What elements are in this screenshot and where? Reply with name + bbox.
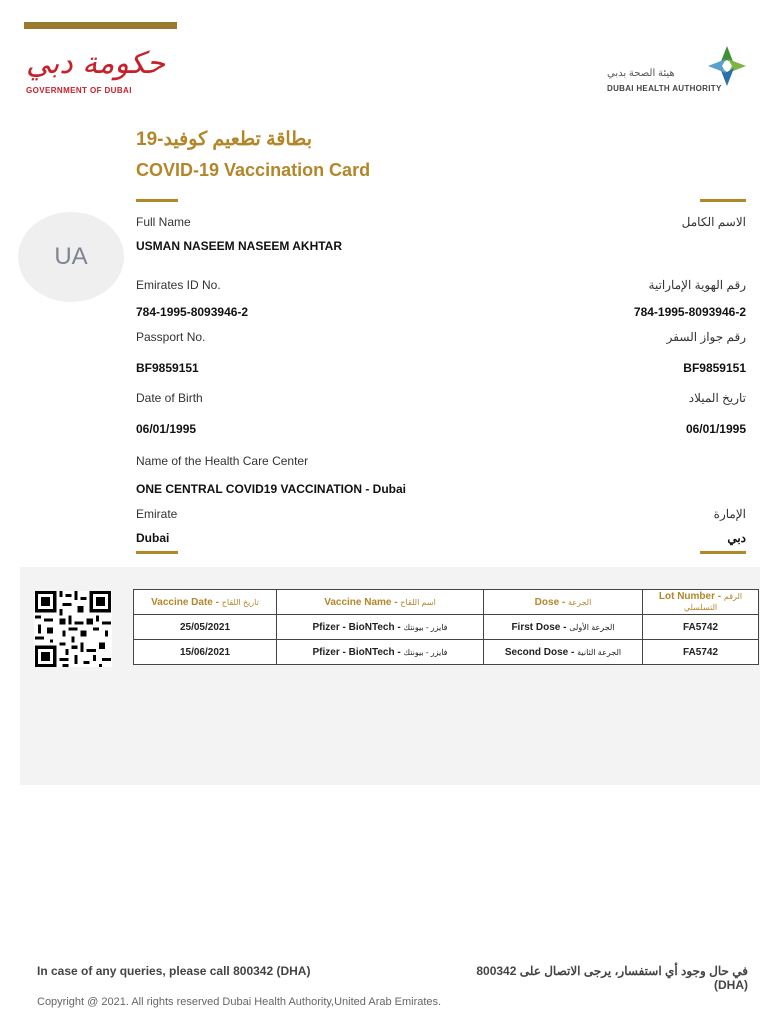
dob-value: 06/01/1995 — [136, 422, 197, 436]
cell-lot: FA5742 — [643, 640, 759, 665]
passport-value-right: BF9859151 — [683, 361, 746, 375]
emirates-id-label-arabic: رقم الهوية الإماراتية — [648, 278, 746, 292]
emirates-id-label: Emirates ID No. — [136, 278, 221, 292]
cell-date: 25/05/2021 — [134, 615, 277, 640]
copyright-notice: Copyright @ 2021. All rights reserved Dubai Health Authority,United Arab Emirates. — [37, 996, 442, 1008]
cell-dose: First Dose - الجرعة الأولى — [484, 615, 643, 640]
passport-label: Passport No. — [136, 330, 206, 344]
table-row — [134, 615, 759, 640]
title-rule-right — [700, 199, 746, 202]
dha-logo-english: DUBAI HEALTH AUTHORITY — [607, 84, 722, 93]
col-dose: Dose - الجرعة — [484, 590, 643, 615]
table-row — [134, 640, 759, 665]
full-name-value: USMAN NASEEM NASEEM AKHTAR — [136, 239, 343, 253]
qr-code-icon — [34, 591, 112, 667]
cell-date: 15/06/2021 — [134, 640, 277, 665]
emirate-value: Dubai — [136, 531, 170, 545]
col-vaccine-date: Vaccine Date - تاريخ اللقاح — [134, 590, 277, 615]
emirate-value-arabic: دبي — [727, 531, 746, 545]
passport-value: BF9859151 — [136, 361, 199, 375]
emirates-id-value: 784-1995-8093946-2 — [136, 305, 249, 319]
emirates-id-value-right: 784-1995-8093946-2 — [633, 305, 746, 319]
gov-dubai-logo-arabic: حكومة دبي — [26, 46, 166, 81]
full-name-label-arabic: الاسم الكامل — [681, 215, 746, 229]
card-title-arabic: بطاقة تطعيم كوفيد-19 — [136, 129, 313, 150]
fields-rule-right — [700, 551, 746, 554]
col-vaccine-name: Vaccine Name - اسم اللقاح — [277, 590, 484, 615]
passport-label-arabic: رقم جواز السفر — [666, 330, 746, 344]
dob-label-arabic: تاريخ الميلاد — [688, 391, 746, 405]
dha-logo-arabic: هيئة الصحة بدبي — [607, 68, 675, 79]
table-header-row — [134, 590, 759, 615]
dob-label: Date of Birth — [136, 391, 203, 405]
avatar — [18, 212, 124, 302]
emirate-label-arabic: الإمارة — [713, 507, 746, 521]
footer-queries-english: In case of any queries, please call 800342 (DHA) — [37, 964, 311, 978]
gov-dubai-logo-english: GOVERNMENT OF DUBAI — [26, 86, 132, 95]
emirate-label: Emirate — [136, 507, 178, 521]
cell-vaccine-name: Pfizer - BioNTech - فايزر - بيونتك — [277, 640, 484, 665]
center-label: Name of the Health Care Center — [136, 454, 309, 468]
title-rule-left — [136, 199, 178, 202]
cell-dose: Second Dose - الجرعة الثانية — [484, 640, 643, 665]
full-name-label: Full Name — [136, 215, 191, 229]
col-lot-number: Lot Number - الرقم التسلسلي — [643, 590, 759, 615]
card-title-english: COVID-19 Vaccination Card — [136, 160, 371, 180]
top-accent-bar — [24, 22, 177, 29]
cell-vaccine-name: Pfizer - BioNTech - فايزر - بيونتك — [277, 615, 484, 640]
dha-logo-icon — [706, 44, 748, 88]
dob-value-right: 06/01/1995 — [685, 422, 746, 436]
center-value: ONE CENTRAL COVID19 VACCINATION - Dubai — [136, 482, 407, 496]
footer-queries-arabic: في حال وجود أي استفسار، يرجى الاتصال على 800342 (DHA) — [476, 964, 748, 992]
vaccination-table — [133, 589, 759, 665]
fields-rule-left — [136, 551, 178, 554]
cell-lot: FA5742 — [643, 615, 759, 640]
avatar-initials: UA — [54, 243, 88, 270]
